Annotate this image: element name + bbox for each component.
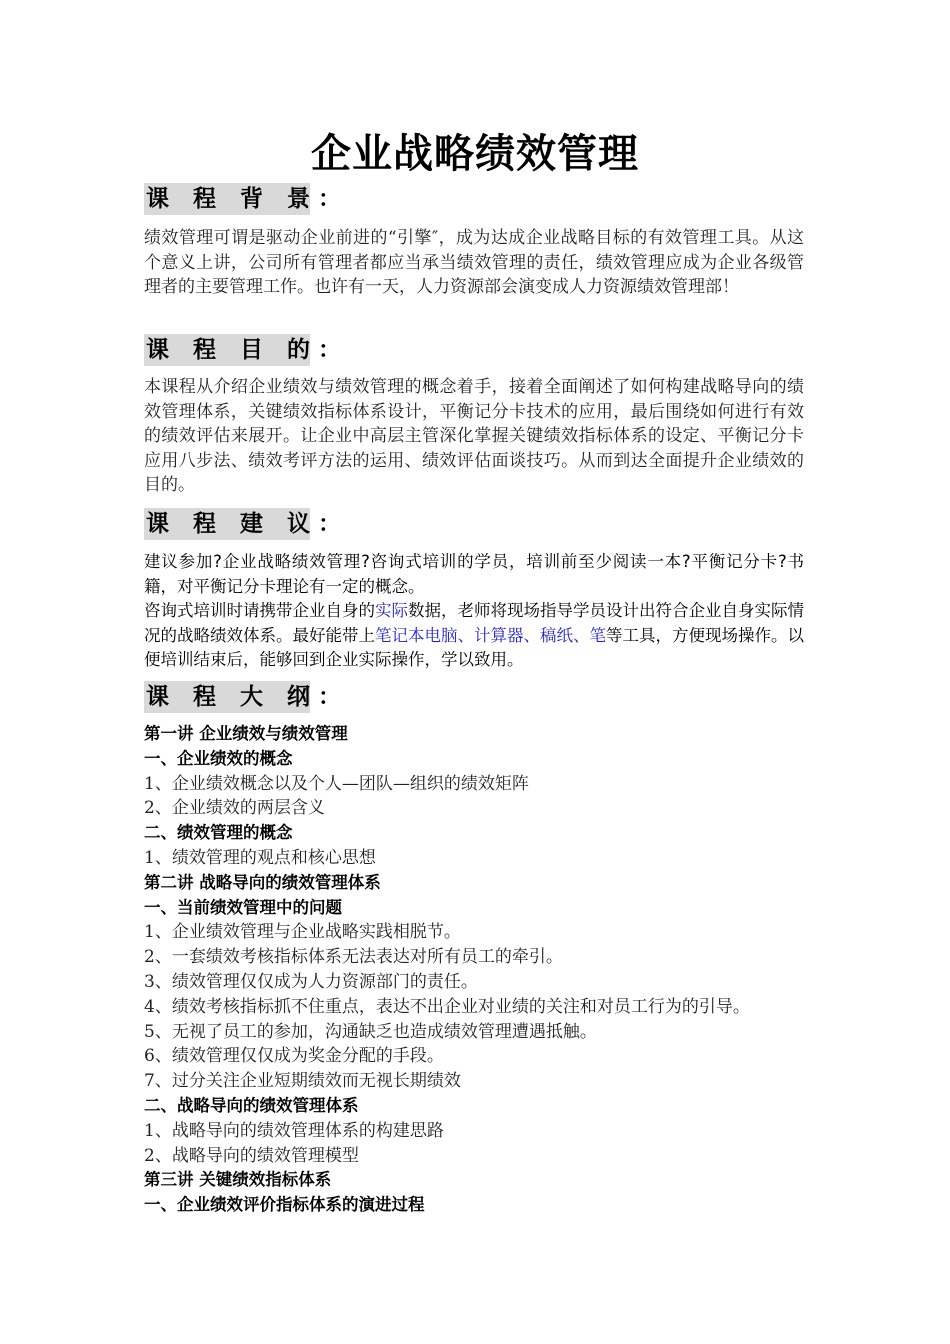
- outline-line: 第一讲 企业绩效与绩效管理: [144, 724, 348, 743]
- outline-line: 1、企业绩效管理与企业战略实践相脱节。: [144, 922, 461, 943]
- paragraph-suggestion-1: 建议参加?企业战略绩效管理?咨询式培训的学员，培训前至少阅读一本?平衡记分卡?书籍，对平衡记分卡理论有一定的概念。: [144, 552, 804, 596]
- outline-line: 2、一套绩效考核指标体系无法表达对所有员工的牵引。: [144, 947, 563, 968]
- link-actual[interactable]: 实际: [375, 601, 408, 620]
- link-tools[interactable]: 笔记本电脑、计算器、稿纸、笔: [375, 625, 606, 645]
- outline-line: 6、绩效管理仅仅成为奖金分配的手段。: [144, 1046, 444, 1067]
- heading-background: 课 程 背 景：: [144, 183, 310, 215]
- outline-line: 一、企业绩效的概念: [144, 748, 293, 768]
- paragraph-purpose: 本课程从介绍企业绩效与绩效管理的概念着手，接着全面阐述了如何构建战略导向的绩效管理体系，关键绩效指标体系设计，平衡记分卡技术的应用，最后围绕如何进行有效的绩效评估来展开。让企业中高层主管深化掌握关键绩效指标体系的设定、平衡记分卡应用八步法、绩效考评方法的运用、绩效评估面谈技巧。从而到达全面提升企业绩效的目的。: [144, 377, 804, 495]
- outline-line: 1、战略导向的绩效管理体系的构建思路: [144, 1120, 444, 1141]
- outline-line: 1、企业绩效概念以及个人—团队—组织的绩效矩阵: [144, 773, 529, 794]
- outline-line: 2、企业绩效的两层含义: [144, 798, 325, 819]
- outline-list: [144, 722, 844, 1218]
- outline-line: 一、企业绩效评价指标体系的演进过程: [144, 1195, 425, 1215]
- outline-line: 4、绩效考核指标抓不住重点，表达不出企业对业绩的关注和对员工行为的引导。: [144, 996, 750, 1017]
- outline-line: 1、绩效管理的观点和核心思想: [144, 847, 376, 868]
- heading-purpose: 课 程 目 的：: [144, 334, 310, 366]
- suggestion-text-b: 数据，老师将现场指导学员设计出符合企业自身实际情况的战略绩效体系。最好能带上: [144, 601, 804, 645]
- paragraph-suggestion-2: [144, 599, 804, 673]
- outline-line: 2、战略导向的绩效管理模型: [144, 1145, 359, 1166]
- suggestion-text-c: 等工具，方便现场操作。以便培训结束后，能够回到企业实际操作，学以致用。: [144, 625, 804, 669]
- heading-outline: 课 程 大 纲：: [144, 681, 310, 713]
- outline-line: 第二讲 战略导向的绩效管理体系: [144, 872, 381, 892]
- outline-line: 第三讲 关键绩效指标体系: [144, 1170, 332, 1190]
- suggestion-text-a: 咨询式培训时请携带企业自身的: [144, 601, 375, 620]
- outline-line: 5、无视了员工的参加，沟通缺乏也造成绩效管理遭遇抵触。: [144, 1021, 597, 1042]
- outline-line: 二、绩效管理的概念: [144, 823, 293, 843]
- outline-line: 3、绩效管理仅仅成为人力资源部门的责任。: [144, 971, 478, 992]
- document-title: 企业战略绩效管理: [311, 130, 639, 177]
- outline-line: 一、当前绩效管理中的问题: [144, 897, 342, 917]
- outline-line: 7、过分关注企业短期绩效而无视长期绩效: [144, 1071, 461, 1092]
- outline-line: 二、战略导向的绩效管理体系: [144, 1095, 359, 1115]
- paragraph-background: 绩效管理可谓是驱动企业前进的“引擎″，成为达成企业战略目标的有效管理工具。从这个意义上讲，公司所有管理者都应当承当绩效管理的责任，绩效管理应成为企业各级管理者的主要管理工作。也许有一天，人力资源部会演变成人力资源绩效管理部！: [144, 228, 804, 297]
- heading-suggestion: 课 程 建 议：: [144, 508, 310, 540]
